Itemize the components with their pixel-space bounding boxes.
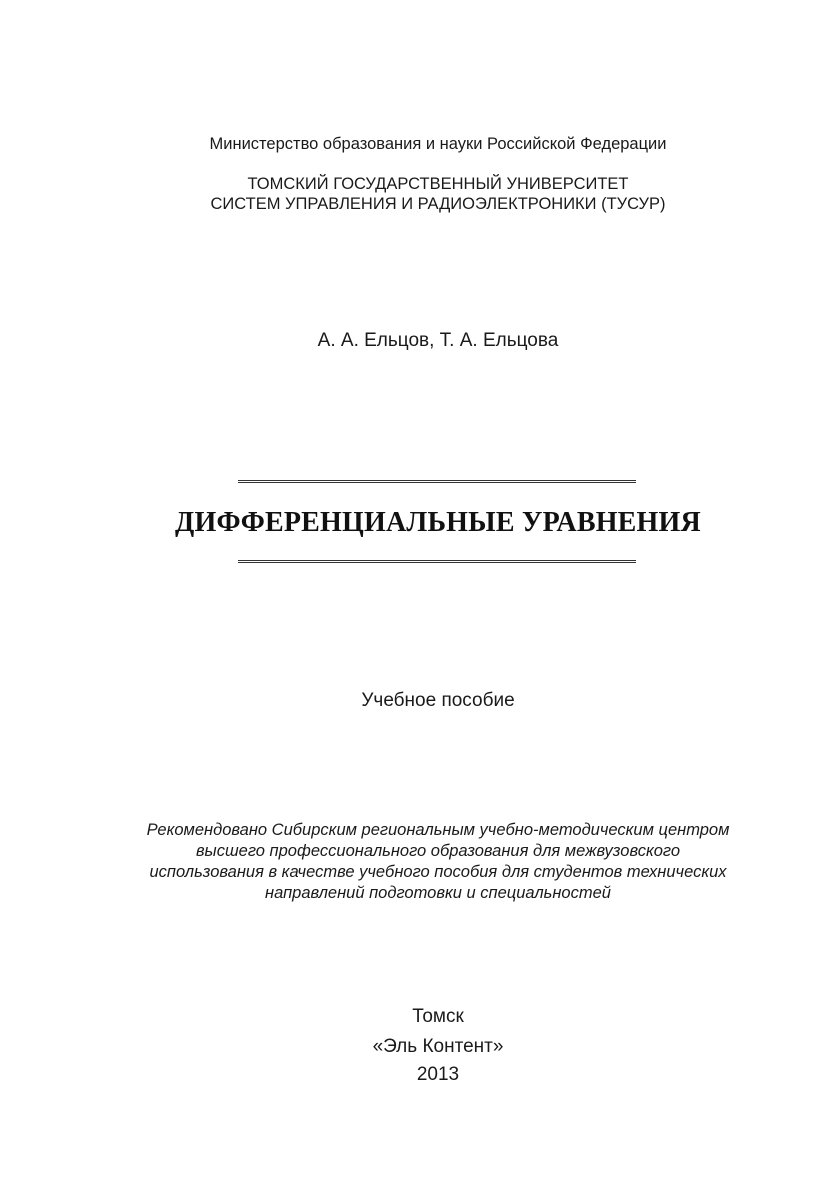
imprint-year: 2013 bbox=[416, 1064, 460, 1085]
imprint-publisher: «Эль Контент» bbox=[372, 1036, 504, 1057]
ministry-line: Министерство образования и науки Российской Федерации bbox=[209, 135, 667, 153]
recommendation-line: Рекомендовано Сибирским региональным учебно-методическим центром bbox=[146, 821, 730, 839]
title-rule-bottom bbox=[238, 560, 636, 563]
imprint-city: Томск bbox=[412, 1006, 464, 1027]
recommendation-line: использования в качестве учебного пособия для студентов технических bbox=[149, 863, 727, 881]
authors: А. А. Ельцов, Т. А. Ельцова bbox=[317, 330, 559, 351]
university-name-line-2: СИСТЕМ УПРАВЛЕНИЯ И РАДИОЭЛЕКТРОНИКИ (ТУСУР) bbox=[210, 195, 666, 213]
document-subtitle: Учебное пособие bbox=[361, 690, 515, 711]
recommendation-line: высшего профессионального образования для межвузовского bbox=[195, 842, 681, 860]
document-title: ДИФФЕРЕНЦИАЛЬНЫЕ УРАВНЕНИЯ bbox=[175, 507, 701, 538]
university-name-line-1: ТОМСКИЙ ГОСУДАРСТВЕННЫЙ УНИВЕРСИТЕТ bbox=[247, 175, 629, 193]
title-rule-top bbox=[238, 480, 636, 483]
recommendation-block bbox=[0, 820, 836, 904]
recommendation-line: направлений подготовки и специальностей bbox=[265, 884, 611, 902]
